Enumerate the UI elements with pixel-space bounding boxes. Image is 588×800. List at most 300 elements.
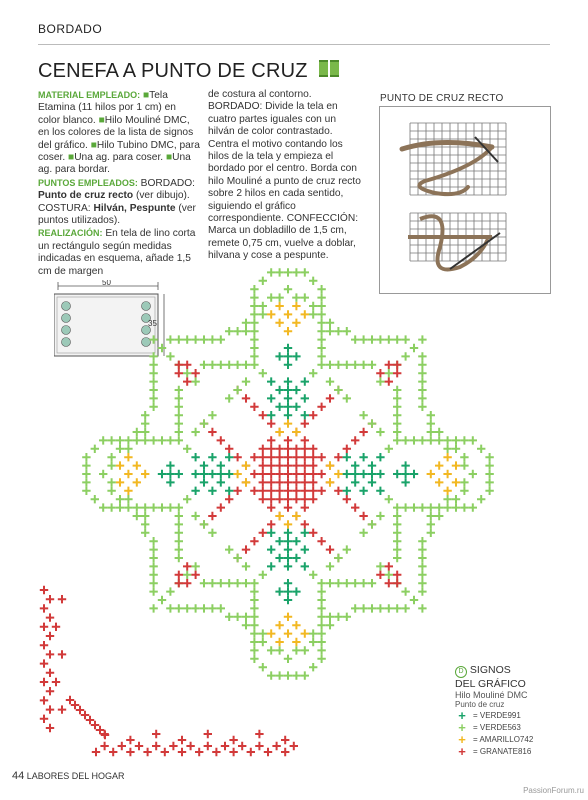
- stitch-mark: [108, 454, 114, 460]
- stitch-mark: [41, 642, 47, 648]
- stitch-mark: [226, 362, 232, 368]
- stitch-mark: [47, 596, 53, 602]
- stitch-mark: [419, 580, 425, 586]
- stitch-mark: [150, 437, 156, 443]
- stitch-mark: [318, 404, 324, 410]
- stitch-mark: [167, 471, 173, 477]
- stitch-mark: [327, 395, 333, 401]
- stitch-mark: [184, 336, 190, 342]
- legend-code: 742: [519, 734, 534, 744]
- stitch-mark: [268, 672, 274, 678]
- stitch-mark: [394, 538, 400, 544]
- stitch-mark: [302, 462, 308, 468]
- stitch-mark: [394, 521, 400, 527]
- stitch-mark: [453, 446, 459, 452]
- stitch-mark: [243, 395, 249, 401]
- stitch-mark: [201, 580, 207, 586]
- stitch-mark: [59, 651, 65, 657]
- legend-code: 816: [517, 746, 532, 756]
- stitch-mark: [285, 580, 291, 586]
- stitch-mark: [167, 353, 173, 359]
- stitch-mark: [176, 538, 182, 544]
- stitch-mark: [192, 488, 198, 494]
- stitch-mark: [377, 605, 383, 611]
- stitch-mark: [302, 454, 308, 460]
- stitch-mark: [276, 320, 282, 326]
- stitch-mark: [327, 328, 333, 334]
- stitch-mark: [386, 362, 392, 368]
- stitch-mark: [209, 513, 215, 519]
- stitch-mark: [251, 471, 257, 477]
- stitch-mark: [243, 563, 249, 569]
- stitch-mark: [310, 462, 316, 468]
- stitch-mark: [285, 504, 291, 510]
- stitch-mark: [285, 555, 291, 561]
- stitch-mark: [318, 336, 324, 342]
- stitch-mark: [360, 362, 366, 368]
- stitch-mark: [142, 429, 148, 435]
- stitch-mark: [260, 664, 266, 670]
- stitch-mark: [101, 743, 107, 749]
- stitch-mark: [419, 353, 425, 359]
- stitch-mark: [201, 462, 207, 468]
- legend-label: = AMARILLO: [473, 734, 520, 744]
- stitch-mark: [268, 471, 274, 477]
- stitch-mark: [310, 446, 316, 452]
- stitch-mark: [150, 370, 156, 376]
- stitch-mark: [110, 749, 116, 755]
- stitch-mark: [251, 588, 257, 594]
- stitch-mark: [327, 580, 333, 586]
- stitch-mark: [310, 530, 316, 536]
- stitch-mark: [302, 521, 308, 527]
- stitch-mark: [310, 572, 316, 578]
- stitch-mark: [444, 446, 450, 452]
- stitch-mark: [293, 647, 299, 653]
- stitch-mark: [386, 580, 392, 586]
- stitch-mark: [377, 336, 383, 342]
- stitch-mark: [302, 530, 308, 536]
- stitch-mark: [402, 605, 408, 611]
- stitch-mark: [352, 362, 358, 368]
- stitch-mark: [394, 437, 400, 443]
- stitch-mark: [285, 588, 291, 594]
- stitch-mark: [310, 479, 316, 485]
- stitch-mark: [268, 395, 274, 401]
- legend-subtitle-2: Punto de cruz: [455, 700, 505, 709]
- stitch-mark: [150, 395, 156, 401]
- stitch-mark: [335, 555, 341, 561]
- stitch-mark: [260, 471, 266, 477]
- stitch-mark: [192, 563, 198, 569]
- stitch-mark: [176, 336, 182, 342]
- stitch-mark: [402, 471, 408, 477]
- stitch-mark: [268, 462, 274, 468]
- stitch-mark: [117, 437, 123, 443]
- stitch-mark: [377, 471, 383, 477]
- stitch-mark: [170, 743, 176, 749]
- stitch-mark: [318, 353, 324, 359]
- stitch-mark: [419, 378, 425, 384]
- stitch-mark: [293, 320, 299, 326]
- stitch-mark: [318, 294, 324, 300]
- legend-icon: D: [455, 666, 467, 678]
- stitch-mark: [310, 664, 316, 670]
- stitch-mark: [428, 437, 434, 443]
- stitch-mark: [302, 311, 308, 317]
- stitch-mark: [360, 580, 366, 586]
- stitch-mark: [386, 563, 392, 569]
- stitch-mark: [318, 588, 324, 594]
- stitch-mark: [201, 362, 207, 368]
- stitch-mark: [327, 479, 333, 485]
- stitch-mark: [268, 269, 274, 275]
- stitch-mark: [251, 294, 257, 300]
- stitch-mark: [184, 446, 190, 452]
- stitch-mark: [453, 462, 459, 468]
- stitch-mark: [335, 580, 341, 586]
- stitch-mark: [41, 624, 47, 630]
- stitch-mark: [285, 479, 291, 485]
- stitch-mark: [436, 504, 442, 510]
- stitch-mark: [419, 387, 425, 393]
- stitch-mark: [282, 737, 288, 743]
- stitch-mark: [291, 743, 297, 749]
- stitch-mark: [411, 597, 417, 603]
- stitch-mark: [256, 731, 262, 737]
- stitch-mark: [302, 294, 308, 300]
- stitch-mark: [176, 420, 182, 426]
- stitch-mark: [201, 521, 207, 527]
- stitch-mark: [150, 580, 156, 586]
- stitch-mark: [134, 462, 140, 468]
- stitch-mark: [243, 378, 249, 384]
- stitch-mark: [251, 454, 257, 460]
- stitch-mark: [162, 749, 168, 755]
- stitch-mark: [377, 378, 383, 384]
- cross-stitch-icon: +: [458, 743, 466, 759]
- stitch-mark: [377, 572, 383, 578]
- stitch-mark: [176, 471, 182, 477]
- stitch-mark: [243, 580, 249, 586]
- stitch-mark: [226, 471, 232, 477]
- stitch-mark: [77, 707, 83, 713]
- material-5: Una ag. para bordar.: [38, 152, 191, 176]
- stitch-mark: [285, 496, 291, 502]
- stitch-mark: [285, 614, 291, 620]
- stitch-mark: [251, 362, 257, 368]
- realizacion-text: En tela de lino corta un rectángulo según medidas indicadas en esquema, añade 1,5 cm de margen: [38, 228, 196, 277]
- stitch-mark: [285, 521, 291, 527]
- stitch-mark: [344, 496, 350, 502]
- stitch-mark: [285, 656, 291, 662]
- stitch-mark: [83, 454, 89, 460]
- stitch-mark: [226, 446, 232, 452]
- stitch-mark: [394, 572, 400, 578]
- stitch-mark: [260, 572, 266, 578]
- footer: [12, 770, 124, 782]
- stitch-mark: [369, 580, 375, 586]
- stitch-mark: [150, 538, 156, 544]
- stitch-mark: [293, 353, 299, 359]
- legend-subtitle: Hilo Mouliné DMC: [455, 690, 528, 700]
- stitch-mark: [310, 454, 316, 460]
- stitch-mark: [470, 504, 476, 510]
- stitch-mark: [335, 488, 341, 494]
- stitch-mark: [125, 437, 131, 443]
- stitch-mark: [302, 412, 308, 418]
- stitch-mark: [127, 749, 133, 755]
- stitch-mark: [47, 670, 53, 676]
- stitch-mark: [478, 446, 484, 452]
- stitch-mark: [419, 504, 425, 510]
- stitch-mark: [293, 513, 299, 519]
- stitch-mark: [302, 269, 308, 275]
- stitch-mark: [419, 404, 425, 410]
- stitch-mark: [108, 479, 114, 485]
- stitch-mark: [243, 462, 249, 468]
- stitch-mark: [159, 504, 165, 510]
- stitch-mark: [360, 454, 366, 460]
- stitch-mark: [276, 387, 282, 393]
- bullet-icon: ■: [90, 139, 97, 151]
- stitch-mark: [344, 362, 350, 368]
- stitch-mark: [134, 429, 140, 435]
- stitch-mark: [377, 370, 383, 376]
- stitch-mark: [461, 479, 467, 485]
- stitch-mark: [251, 320, 257, 326]
- stitch-mark: [344, 580, 350, 586]
- stitch-mark: [159, 597, 165, 603]
- stitch-mark: [318, 597, 324, 603]
- stitch-mark: [265, 749, 271, 755]
- stitch-mark: [117, 479, 123, 485]
- stitch-mark: [310, 303, 316, 309]
- stitch-mark: [310, 370, 316, 376]
- stitch-mark: [436, 479, 442, 485]
- stitch-mark: [293, 294, 299, 300]
- stitch-mark: [419, 588, 425, 594]
- stitch-mark: [92, 446, 98, 452]
- stitch-mark: [444, 437, 450, 443]
- stitch-mark: [176, 513, 182, 519]
- stitch-mark: [285, 454, 291, 460]
- legend-label: = VERDE: [473, 710, 508, 720]
- stitch-mark: [268, 420, 274, 426]
- material-label: MATERIAL EMPLEADO:: [38, 90, 141, 100]
- bullet-icon: ■: [98, 114, 105, 126]
- stitch-mark: [134, 513, 140, 519]
- stitch-mark: [293, 479, 299, 485]
- stitch-mark: [386, 572, 392, 578]
- stitch-mark: [444, 471, 450, 477]
- stitch-mark: [318, 362, 324, 368]
- stitch-mark: [260, 278, 266, 284]
- stitch-mark: [302, 479, 308, 485]
- stitch-mark: [276, 513, 282, 519]
- stitch-mark: [335, 362, 341, 368]
- stitch-mark: [394, 420, 400, 426]
- stitch-mark: [41, 660, 47, 666]
- stitch-mark: [192, 513, 198, 519]
- stitch-mark: [218, 580, 224, 586]
- stitch-mark: [444, 496, 450, 502]
- stitch-mark: [243, 622, 249, 628]
- stitch-mark: [117, 462, 123, 468]
- stitch-mark: [419, 563, 425, 569]
- stitch-mark: [251, 630, 257, 636]
- stitch-mark: [428, 429, 434, 435]
- dim-height: 35: [148, 319, 157, 328]
- stitch-mark: [167, 437, 173, 443]
- stitch-mark: [72, 702, 78, 708]
- stitch-mark: [369, 362, 375, 368]
- stitch-mark: [209, 605, 215, 611]
- stitch-mark: [179, 737, 185, 743]
- stitch-mark: [377, 513, 383, 519]
- stitch-mark: [285, 672, 291, 678]
- stitch-mark: [243, 328, 249, 334]
- stitch-mark: [276, 639, 282, 645]
- stitch-mark: [428, 471, 434, 477]
- stitch-mark: [411, 437, 417, 443]
- stitch-mark: [302, 546, 308, 552]
- stitch-mark: [444, 488, 450, 494]
- legend-title-1: SIGNOS: [469, 664, 511, 676]
- stitch-mark: [318, 605, 324, 611]
- stitch-mark: [209, 362, 215, 368]
- stitch-mark: [310, 471, 316, 477]
- stitch-mark: [327, 462, 333, 468]
- stitch-mark: [150, 504, 156, 510]
- stitch-mark: [108, 437, 114, 443]
- stitch-mark: [209, 429, 215, 435]
- stitch-mark: [256, 743, 262, 749]
- bullet-icon: ■: [165, 152, 173, 164]
- stitch-mark: [461, 437, 467, 443]
- stitch-mark: [41, 587, 47, 593]
- stitch-mark: [142, 521, 148, 527]
- stitch-mark: [134, 437, 140, 443]
- stitch-mark: [352, 479, 358, 485]
- stitch-mark: [100, 471, 106, 477]
- stitch-mark: [377, 488, 383, 494]
- cross-stitch-icon: +: [458, 731, 466, 747]
- stitch-mark: [461, 454, 467, 460]
- stitch-mark: [243, 614, 249, 620]
- stitch-mark: [243, 479, 249, 485]
- stitch-mark: [461, 488, 467, 494]
- stitch-mark: [150, 555, 156, 561]
- stitch-mark: [218, 362, 224, 368]
- stitch-mark: [260, 370, 266, 376]
- stitch-mark: [53, 624, 59, 630]
- stitch-mark: [234, 454, 240, 460]
- stitch-mark: [285, 471, 291, 477]
- stitch-mark: [293, 622, 299, 628]
- stitch-mark: [369, 336, 375, 342]
- stitch-mark: [150, 404, 156, 410]
- stitch-mark: [394, 555, 400, 561]
- stitch-mark: [276, 429, 282, 435]
- stitch-mark: [486, 488, 492, 494]
- stitch-mark: [142, 437, 148, 443]
- stitch-mark: [260, 462, 266, 468]
- stitch-mark: [251, 353, 257, 359]
- stitch-mark: [47, 614, 53, 620]
- legend: [455, 664, 533, 757]
- stitch-mark: [260, 454, 266, 460]
- stitch-mark: [318, 647, 324, 653]
- stitch-mark: [268, 311, 274, 317]
- stitch-mark: [318, 471, 324, 477]
- stitch-mark: [293, 488, 299, 494]
- stitch-mark: [344, 471, 350, 477]
- stitch-mark: [394, 471, 400, 477]
- stitch-mark: [335, 387, 341, 393]
- stitch-mark: [302, 471, 308, 477]
- stitch-mark: [192, 378, 198, 384]
- stitch-mark: [218, 504, 224, 510]
- stitch-mark: [293, 446, 299, 452]
- costura-bold: Hilván, Pespunte: [93, 202, 176, 214]
- stitch-mark: [360, 605, 366, 611]
- stitch-mark: [285, 597, 291, 603]
- stitch-mark: [285, 462, 291, 468]
- stitch-mark: [184, 496, 190, 502]
- stitch-mark: [436, 462, 442, 468]
- stitch-mark: [318, 580, 324, 586]
- stitch-mark: [268, 412, 274, 418]
- stitch-mark: [176, 429, 182, 435]
- stitch-mark: [394, 580, 400, 586]
- stitch-mark: [268, 521, 274, 527]
- stitch-mark: [187, 743, 193, 749]
- stitch-mark: [377, 563, 383, 569]
- stitch-mark: [318, 639, 324, 645]
- stitch-mark: [260, 303, 266, 309]
- stitch-mark: [59, 706, 65, 712]
- stitch-mark: [268, 378, 274, 384]
- stitch-mark: [176, 387, 182, 393]
- text-column-2: de costura al contorno. BORDADO: Divide la tela en cuatro partes iguales con un hilván de color contrastado. Centra el motivo contando los hilos de la tela y empieza el bordado por el centro. Borda con hilo Mouliné a punto de cruz recto sobre 2 hilos en cada sentido, siguiendo el gráfico correspondiente. CONFECCIÓN: Marca un dobladillo de 1,5 cm, remete 0,75 cm, vuelve a doblar, hilvana y cose a pespunte.: [208, 89, 361, 262]
- stitch-mark: [209, 336, 215, 342]
- stitch-mark: [419, 395, 425, 401]
- stitch-mark: [318, 656, 324, 662]
- stitch-mark: [150, 605, 156, 611]
- stitch-mark: [82, 712, 88, 718]
- stitch-mark: [218, 336, 224, 342]
- stitch-mark: [276, 588, 282, 594]
- stitch-mark: [176, 370, 182, 376]
- stitch-mark: [486, 471, 492, 477]
- stitch-mark: [176, 521, 182, 527]
- stitch-mark: [402, 336, 408, 342]
- stitch-mark: [285, 546, 291, 552]
- stitch-mark: [360, 488, 366, 494]
- stitch-mark: [310, 412, 316, 418]
- stitch-mark: [285, 353, 291, 359]
- stitch-mark: [276, 462, 282, 468]
- stitch-mark: [360, 471, 366, 477]
- stitch-mark: [87, 717, 93, 723]
- stitch-mark: [192, 471, 198, 477]
- stitch-mark: [176, 572, 182, 578]
- stitch-mark: [486, 462, 492, 468]
- stitch-mark: [419, 336, 425, 342]
- stitch-mark: [327, 546, 333, 552]
- stitch-mark: [302, 395, 308, 401]
